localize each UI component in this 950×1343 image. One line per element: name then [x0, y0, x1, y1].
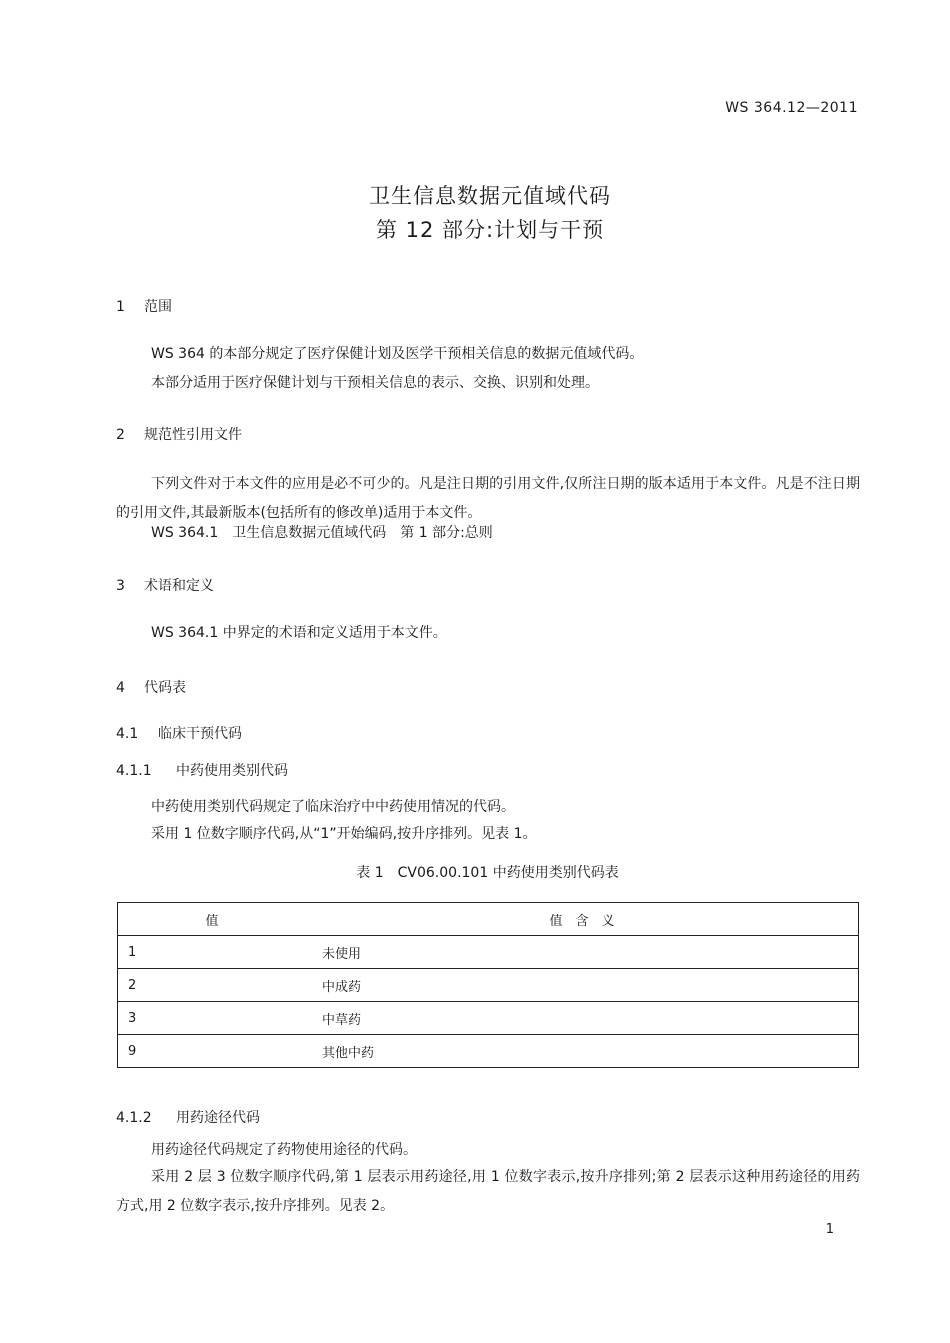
- section-number: 4.1: [116, 726, 139, 742]
- code-value: 9: [118, 1035, 307, 1068]
- section-title: 范围: [144, 299, 172, 315]
- section-number: 4.1.2: [116, 1110, 152, 1126]
- code-value: 1: [118, 936, 307, 969]
- section-1-heading: [116, 296, 172, 316]
- standard-number: WS 364.12—2011: [725, 100, 858, 116]
- table-header-row: [118, 903, 859, 936]
- section-2-heading: [116, 424, 242, 444]
- document-subtitle: 第 12 部分:计划与干预: [375, 218, 605, 242]
- code-value: 3: [118, 1002, 307, 1035]
- section-title: 术语和定义: [144, 578, 214, 594]
- paragraph: 下列文件对于本文件的应用是必不可少的。凡是注日期的引用文件,仅所注日期的版本适用于本文件。凡是不注日期的引用文件,其最新版本(包括所有的修改单)适用于本文件。: [116, 476, 860, 521]
- section-3-heading: [116, 575, 214, 595]
- code-value: 2: [118, 969, 307, 1002]
- code-meaning: 其他中药: [306, 1035, 859, 1068]
- paragraph: 用药途径代码规定了药物使用途径的代码。: [151, 1142, 417, 1158]
- column-header-value: 值: [118, 903, 307, 936]
- code-table: [117, 902, 859, 1068]
- page-number: 1: [825, 1222, 834, 1237]
- paragraph: WS 364 的本部分规定了医疗保健计划及医学干预相关信息的数据元值域代码。: [151, 346, 644, 362]
- table-caption: 表 1 CV06.00.101 中药使用类别代码表: [356, 865, 619, 881]
- section-4-1-heading: [116, 723, 242, 743]
- section-title: 规范性引用文件: [144, 427, 242, 443]
- section-title: 用药途径代码: [176, 1110, 260, 1126]
- code-meaning: 中草药: [306, 1002, 859, 1035]
- table-row: [118, 969, 859, 1002]
- document-title: 卫生信息数据元值域代码: [369, 184, 611, 208]
- section-number: 1: [116, 299, 125, 315]
- paragraph: 采用 1 位数字顺序代码,从“1”开始编码,按升序排列。见表 1。: [151, 826, 537, 842]
- section-number: 4: [116, 680, 125, 696]
- paragraph: 本部分适用于医疗保健计划与干预相关信息的表示、交换、识别和处理。: [151, 375, 599, 391]
- paragraph: WS 364.1 中界定的术语和定义适用于本文件。: [151, 625, 447, 641]
- section-number: 4.1.1: [116, 763, 152, 779]
- table-row: [118, 1035, 859, 1068]
- normative-reference: WS 364.1 卫生信息数据元值域代码 第 1 部分:总则: [151, 525, 493, 541]
- table-row: [118, 936, 859, 969]
- paragraph: 采用 2 层 3 位数字顺序代码,第 1 层表示用药途径,用 1 位数字表示,按升序排列;第 2 层表示这种用药途径的用药方式,用 2 位数字表示,按升序排列。见表 2。: [116, 1169, 860, 1214]
- section-4-1-2-heading: [116, 1107, 260, 1127]
- section-title: 中药使用类别代码: [176, 763, 288, 779]
- paragraph: 中药使用类别代码规定了临床治疗中中药使用情况的代码。: [151, 799, 515, 815]
- column-header-meaning: 值 含 义: [306, 903, 859, 936]
- section-4-heading: [116, 677, 186, 697]
- section-title: 临床干预代码: [158, 726, 242, 742]
- section-number: 2: [116, 427, 125, 443]
- section-title: 代码表: [144, 680, 186, 696]
- table-row: [118, 1002, 859, 1035]
- section-4-1-1-heading: [116, 760, 288, 780]
- section-number: 3: [116, 578, 125, 594]
- code-meaning: 中成药: [306, 969, 859, 1002]
- code-meaning: 未使用: [306, 936, 859, 969]
